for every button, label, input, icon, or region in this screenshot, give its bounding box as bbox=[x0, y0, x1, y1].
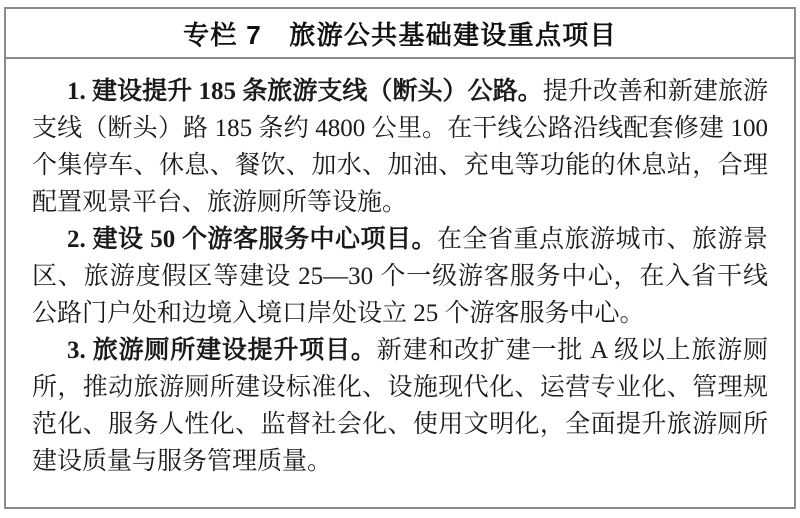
paragraph-2 bbox=[32, 221, 768, 332]
paragraph-1-lead: 1. 建设提升 185 条旅游支线（断头）公路。 bbox=[67, 78, 543, 105]
paragraph-3-lead: 3. 旅游厕所建设提升项目。 bbox=[67, 337, 377, 364]
paragraph-3 bbox=[32, 332, 768, 480]
panel-body bbox=[6, 59, 794, 507]
paragraph-1-text: 提升改善和新建旅游支线（断头）路 185 条约 4800 公里。在干线公路沿线配套修建 100 个集停车、休息、餐饮、加水、加油、充电等功能的休息站，合理配置观景平台、旅游厕所等设施。 bbox=[32, 78, 768, 216]
column-box bbox=[4, 7, 796, 509]
panel-title: 专栏 7 旅游公共基础建设重点项目 bbox=[6, 9, 794, 59]
paragraph-2-lead: 2. 建设 50 个游客服务中心项目。 bbox=[67, 226, 437, 253]
paragraph-2-text: 在全省重点旅游城市、旅游景区、旅游度假区等建设 25—30 个一级游客服务中心，在入省干线公路门户处和边境入境口岸处设立 25 个游客服务中心。 bbox=[32, 226, 768, 327]
paragraph-1 bbox=[32, 73, 768, 221]
paragraph-3-text: 新建和改扩建一批 A 级以上旅游厕所，推动旅游厕所建设标准化、设施现代化、运营专业化、管理规范化、服务人性化、监督社会化、使用文明化，全面提升旅游厕所建设质量与服务管理质量。 bbox=[32, 337, 768, 475]
